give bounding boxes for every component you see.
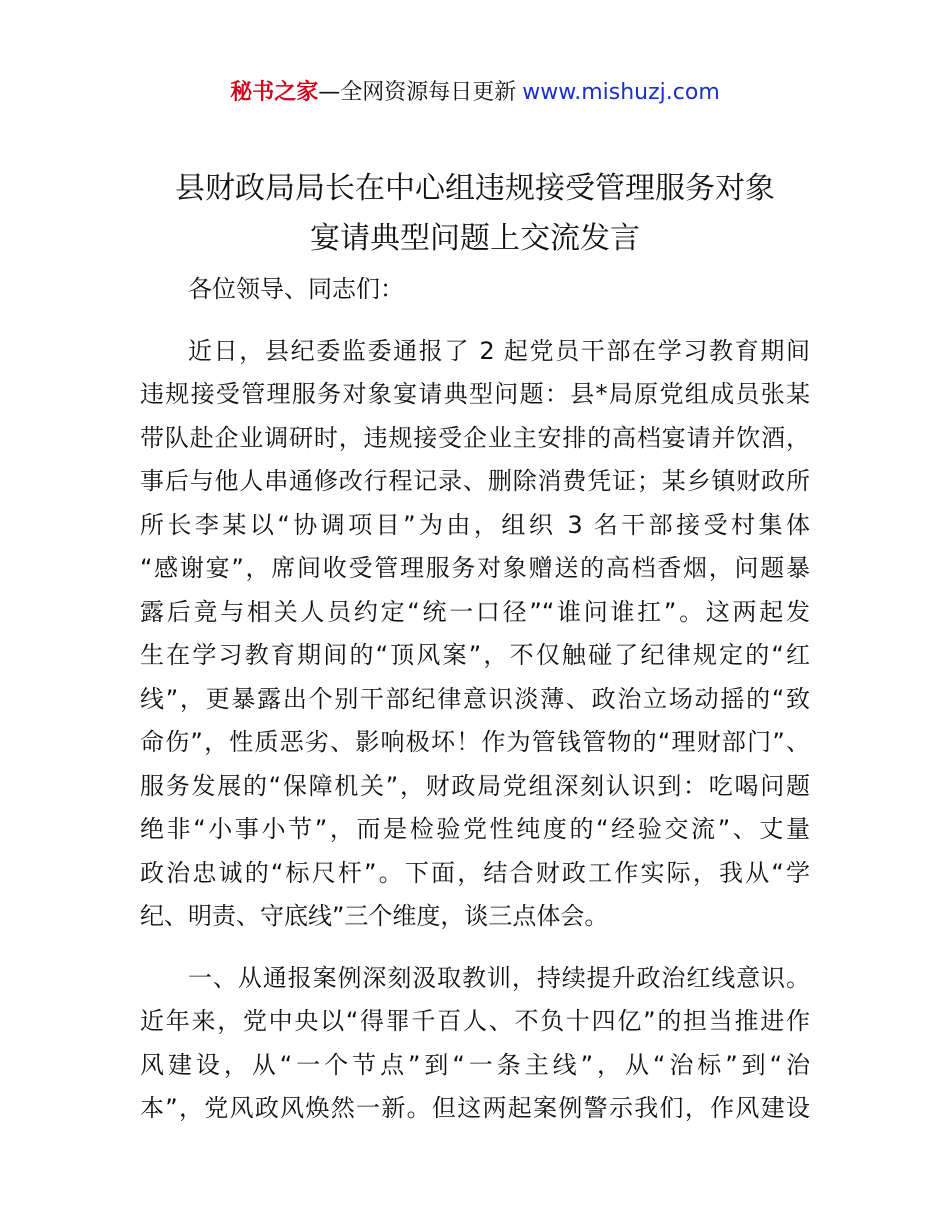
site-header [0,78,950,108]
paragraph-line: 事后与他人串通修改行程记录、删除消费凭证；某乡镇财政所 [140,467,810,495]
document-body [140,268,810,1131]
paragraph-line: 本”，党风政风焕然一新。但这两起案例警示我们，作风建设 [140,1094,810,1122]
paragraph-line: 生在学习教育期间的“顶风案”，不仅触碰了纪律规定的“红 [140,641,810,669]
paragraph-line: 绝非“小事小节”，而是检验党性纯度的“经验交流”、丈量 [140,815,810,843]
paragraph-line: 政治忠诚的“标尺杆”。下面，结合财政工作实际，我从“学 [140,858,810,887]
document-title [100,164,850,264]
paragraph-line: 服务发展的“保障机关”，财政局党组深刻认识到：吃喝问题 [140,771,810,800]
greeting: 各位领导、同志们： [188,275,404,303]
paragraph-line: 一、从通报案例深刻汲取教训，持续提升政治红线意识。 [188,963,810,992]
paragraph-1 [140,330,810,939]
site-url-link[interactable]: www.mishuzj.com [522,80,720,105]
paragraph-gap [140,312,810,330]
header-tagline: —全网资源每日更新 [318,80,517,105]
paragraph-line: 线”，更暴露出个别干部纪律意识淡薄、政治立场动摇的“致 [140,684,810,713]
paragraph-line: 纪、明责、守底线”三个维度，谈三点体会。 [140,902,609,930]
paragraph-line: 近日，县纪委监委通报了 2 起党员干部在学习教育期间 [188,336,810,365]
paragraph-line: 带队赴企业调研时，违规接受企业主安排的高档宴请并饮酒， [140,423,810,452]
brand-name: 秘书之家 [230,80,319,105]
paragraph-gap [140,939,810,957]
paragraph-2 [140,957,810,1131]
paragraph-line: 违规接受管理服务对象宴请典型问题：县*局原党组成员张某 [140,380,810,408]
paragraph-line: 所长李某以“协调项目”为由，组织 3 名干部接受村集体 [140,510,810,539]
paragraph-line: 风建设，从“一个节点”到“一条主线”，从“治标”到“治 [140,1050,810,1079]
paragraph-line: “感谢宴”，席间收受管理服务对象赠送的高档香烟，问题暴 [140,554,810,582]
title-line-2: 宴请典型问题上交流发言 [310,221,640,256]
paragraph-line: 命伤”，性质恶劣、影响极坏！作为管钱管物的“理财部门”、 [140,728,810,756]
title-line-1: 县财政局局长在中心组违规接受管理服务对象 [175,171,775,206]
paragraph-line: 露后竟与相关人员约定“统一口径”“谁问谁扛”。这两起发 [140,597,810,626]
paragraph-line: 近年来，党中央以“得罪千百人、不负十四亿”的担当推进作 [140,1007,810,1035]
